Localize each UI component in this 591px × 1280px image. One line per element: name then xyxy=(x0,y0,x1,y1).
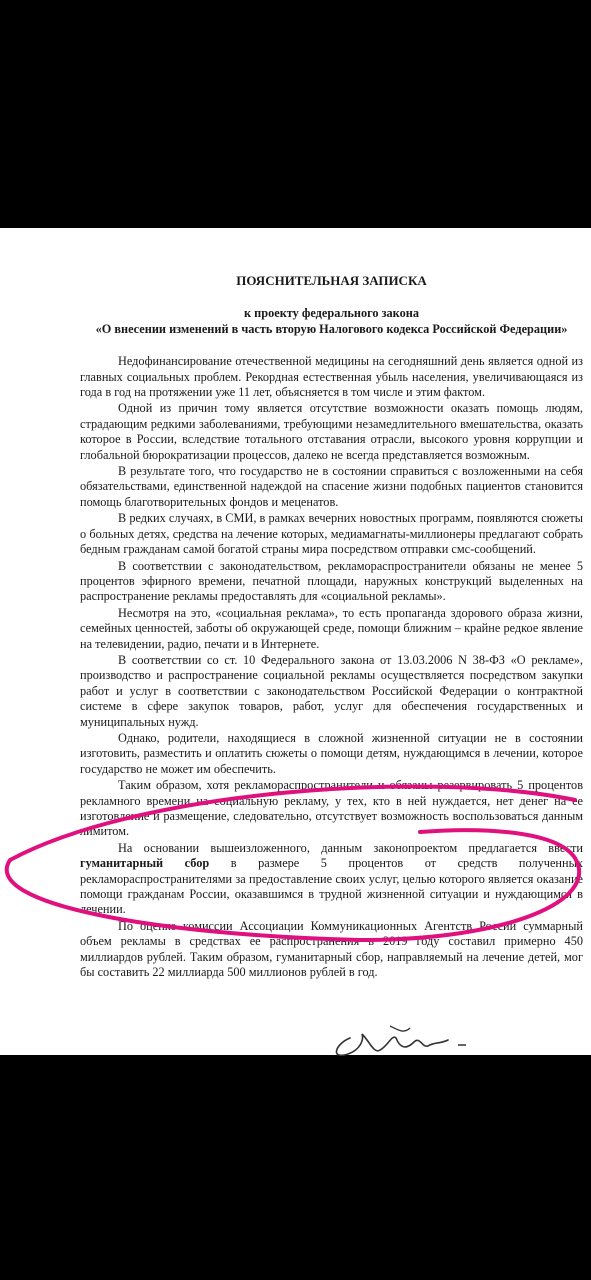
subtitle-line-2: «О внесении изменений в часть вторую Налогового кодекса Российской Федерации» xyxy=(95,321,568,336)
humanitarian-fee-term: гуманитарный сбор xyxy=(80,856,210,871)
paragraph-1: Недофинансирование отечественной медицины на сегодняшний день является одной из главных социальных проблем. Рекордная естественная убыль населения, увеличивающаяся из года в год на протяжении уже 11 лет, объясняется в том числе и этим фактом. xyxy=(80,354,583,400)
paragraph-10-start: На основании вышеизложенного, данным законопроектом предлагается ввести xyxy=(118,840,583,855)
paragraph-4: В редких случаях, в СМИ, в рамках вечерних новостных программ, появляются сюжеты о больных детях, средства на лечение которых, медиамагнаты-миллионеры предлагают собрать бедным гражданам самой богатой страны мира посредством отправки смс-сообщений. xyxy=(80,511,583,557)
document-body xyxy=(80,273,583,981)
paragraph-6: Несмотря на это, «социальная реклама», то есть пропаганда здорового образа жизни, семейных ценностей, заботы об окружающей среде, помощи ближним – крайне редкое явление на телевидении, радио, печати и в Интернете. xyxy=(80,605,583,651)
document-title: ПОЯСНИТЕЛЬНАЯ ЗАПИСКА xyxy=(236,273,427,288)
subtitle-line-1: к проекту федерального закона xyxy=(244,306,419,321)
paragraph-9: Таким образом, хотя рекламораспространители и обязаны резервировать 5 процентов рекламного времени на социальную рекламу, у тех, кто в ней нуждается, нет денег на ее изготовление и размещение, следовательно, отсутствует возможность воспользоваться данным лимитом. xyxy=(80,778,583,839)
paragraph-11: По оценке комиссии Ассоциации Коммуникационных Агентств России суммарный объем рекламы в средствах ее распространения в 2019 году составил примерно 450 миллиардов рублей. Таким образом, гуманитарный сбор, направляемый на лечение детей, мог бы составить 22 миллиарда 500 миллионов рублей в год. xyxy=(80,918,583,980)
paragraph-3: В результате того, что государство не в состоянии справиться с возложенными на себя обязательствами, единственной надеждой на спасение жизни подобных пациентов становится помощь благотворительных фондов и меценатов. xyxy=(80,464,583,509)
document-subtitle xyxy=(80,306,583,337)
paragraph-10 xyxy=(80,841,583,918)
paragraph-2: Одной из причин тому является отсутствие возможности оказать помощь людям, страдающим редкими заболеваниями, требующими незамедлительного вмешательства, оказать которое в России, вследствие тотального отставания отрасли, высокого уровня коррупции и глобальной бюрократизации процессов, далеко не всегда представляется возможным. xyxy=(80,401,583,462)
paragraph-7: В соответствии со ст. 10 Федерального закона от 13.03.2006 N 38-ФЗ «О рекламе», производство и распространение социальной рекламы осуществляется посредством закупки работ и услуг в соответствии с законодательством Российской Федерации о контрактной системе в сфере закупок товаров, работ, услуг для обеспечения государственных и муниципальных нужд. xyxy=(80,652,583,729)
paragraph-8: Однако, родители, находящиеся в сложной жизненной ситуации не в состоянии изготовить, разместить и оплатить сюжеты о помощи детям, нуждающимся в лечении, которое государство не может им обеспечить. xyxy=(80,730,583,776)
paragraph-10-end: в размере 5 процентов от средств полученных рекламораспространителями за предоставление своих услуг, целью которого является оказание помощи гражданам России, оказавшимся в трудной жизненной ситуации и нуждающимся в лечении. xyxy=(80,856,583,917)
signature xyxy=(330,1020,480,1065)
paragraph-5: В соответствии с законодательством, рекламораспространители обязаны не менее 5 процентов эфирного времени, печатной площади, наружных конструкций выделенных на распространение рекламы предоставлять для «социальной рекламы». xyxy=(80,558,583,604)
